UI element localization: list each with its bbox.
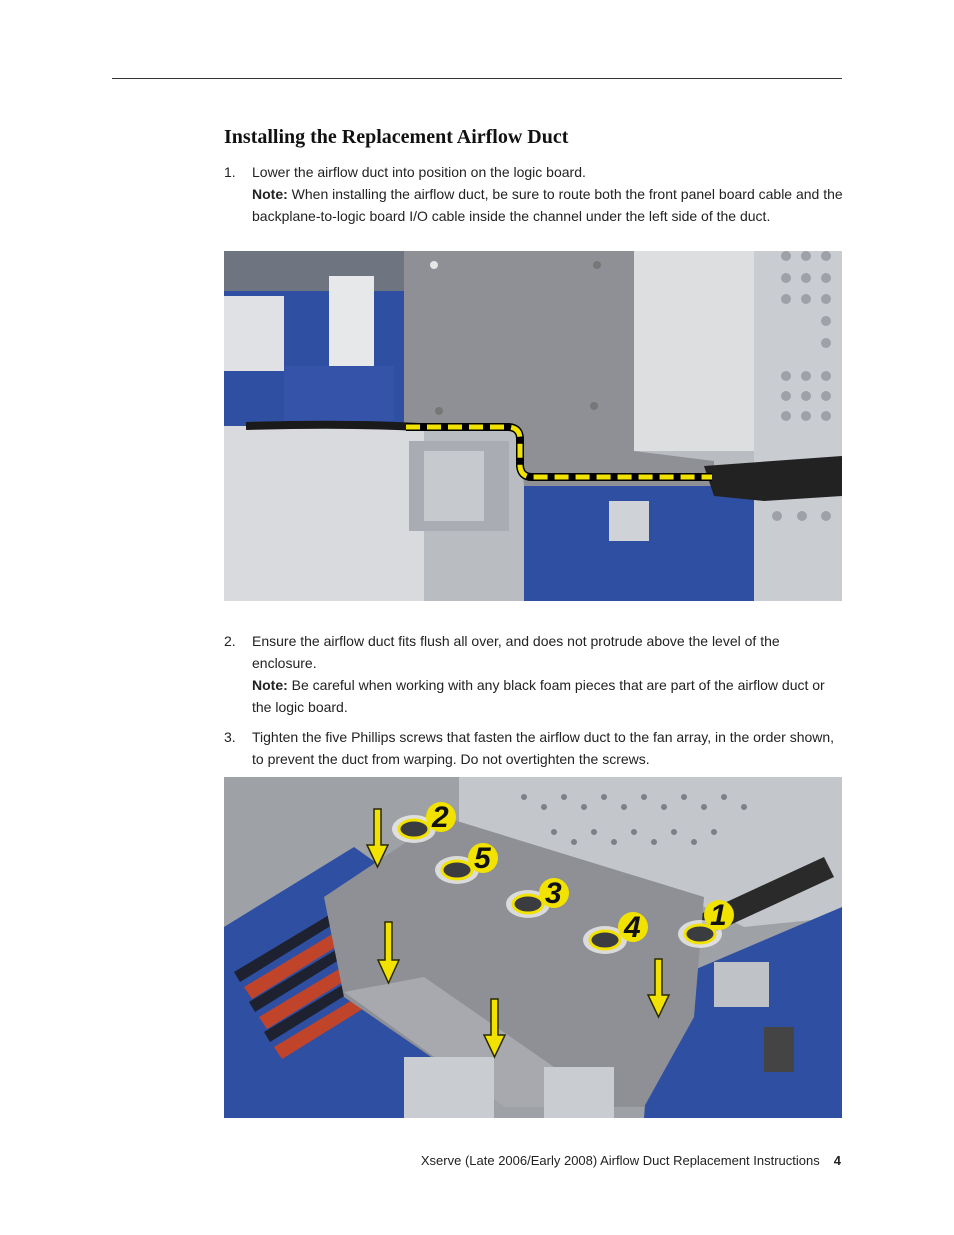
screw-number-label: 1 [710,899,727,932]
screw-number-label: 4 [624,911,641,944]
note-text: Be careful when working with any black foam pieces that are part of the airflow duct or the logic board. [252,677,825,715]
photo-screw-order [224,777,842,1118]
section-heading: Installing the Replacement Airflow Duct [224,126,569,148]
screw-number-label: 3 [545,877,562,910]
step-text: Ensure the airflow duct fits flush all over, and does not protrude above the level of the enclosure. [252,633,780,671]
note-label: Note: [252,677,288,693]
page-footer [421,1153,841,1168]
footer-title: Xserve (Late 2006/Early 2008) Airflow Duct Replacement Instructions [420,1153,820,1168]
header-rule [112,78,842,79]
step-number: 1. [224,164,236,180]
step-text: Tighten the five Phillips screws that fasten the airflow duct to the fan array, in the order shown, to prevent the duct from warping. Do not overtighten the screws. [252,729,835,767]
screw-number-label: 5 [474,842,491,875]
photo-duct-cable-routing [224,251,842,601]
step-3 [224,726,844,770]
step-1 [224,161,844,227]
step-text: Lower the airflow duct into position on the logic board. [252,164,586,180]
step-2 [224,630,844,718]
note-text: When installing the airflow duct, be sure to route both the front panel board cable and the backplane-to-logic board I/O cable inside the channel under the left side of the duct. [252,186,843,224]
step-number: 3. [224,729,236,745]
note-label: Note: [252,186,288,202]
step-note [252,183,844,227]
screw-number-label: 2 [432,801,449,834]
step-note [252,674,844,718]
step-number: 2. [224,633,236,649]
page-number: 4 [833,1153,841,1168]
